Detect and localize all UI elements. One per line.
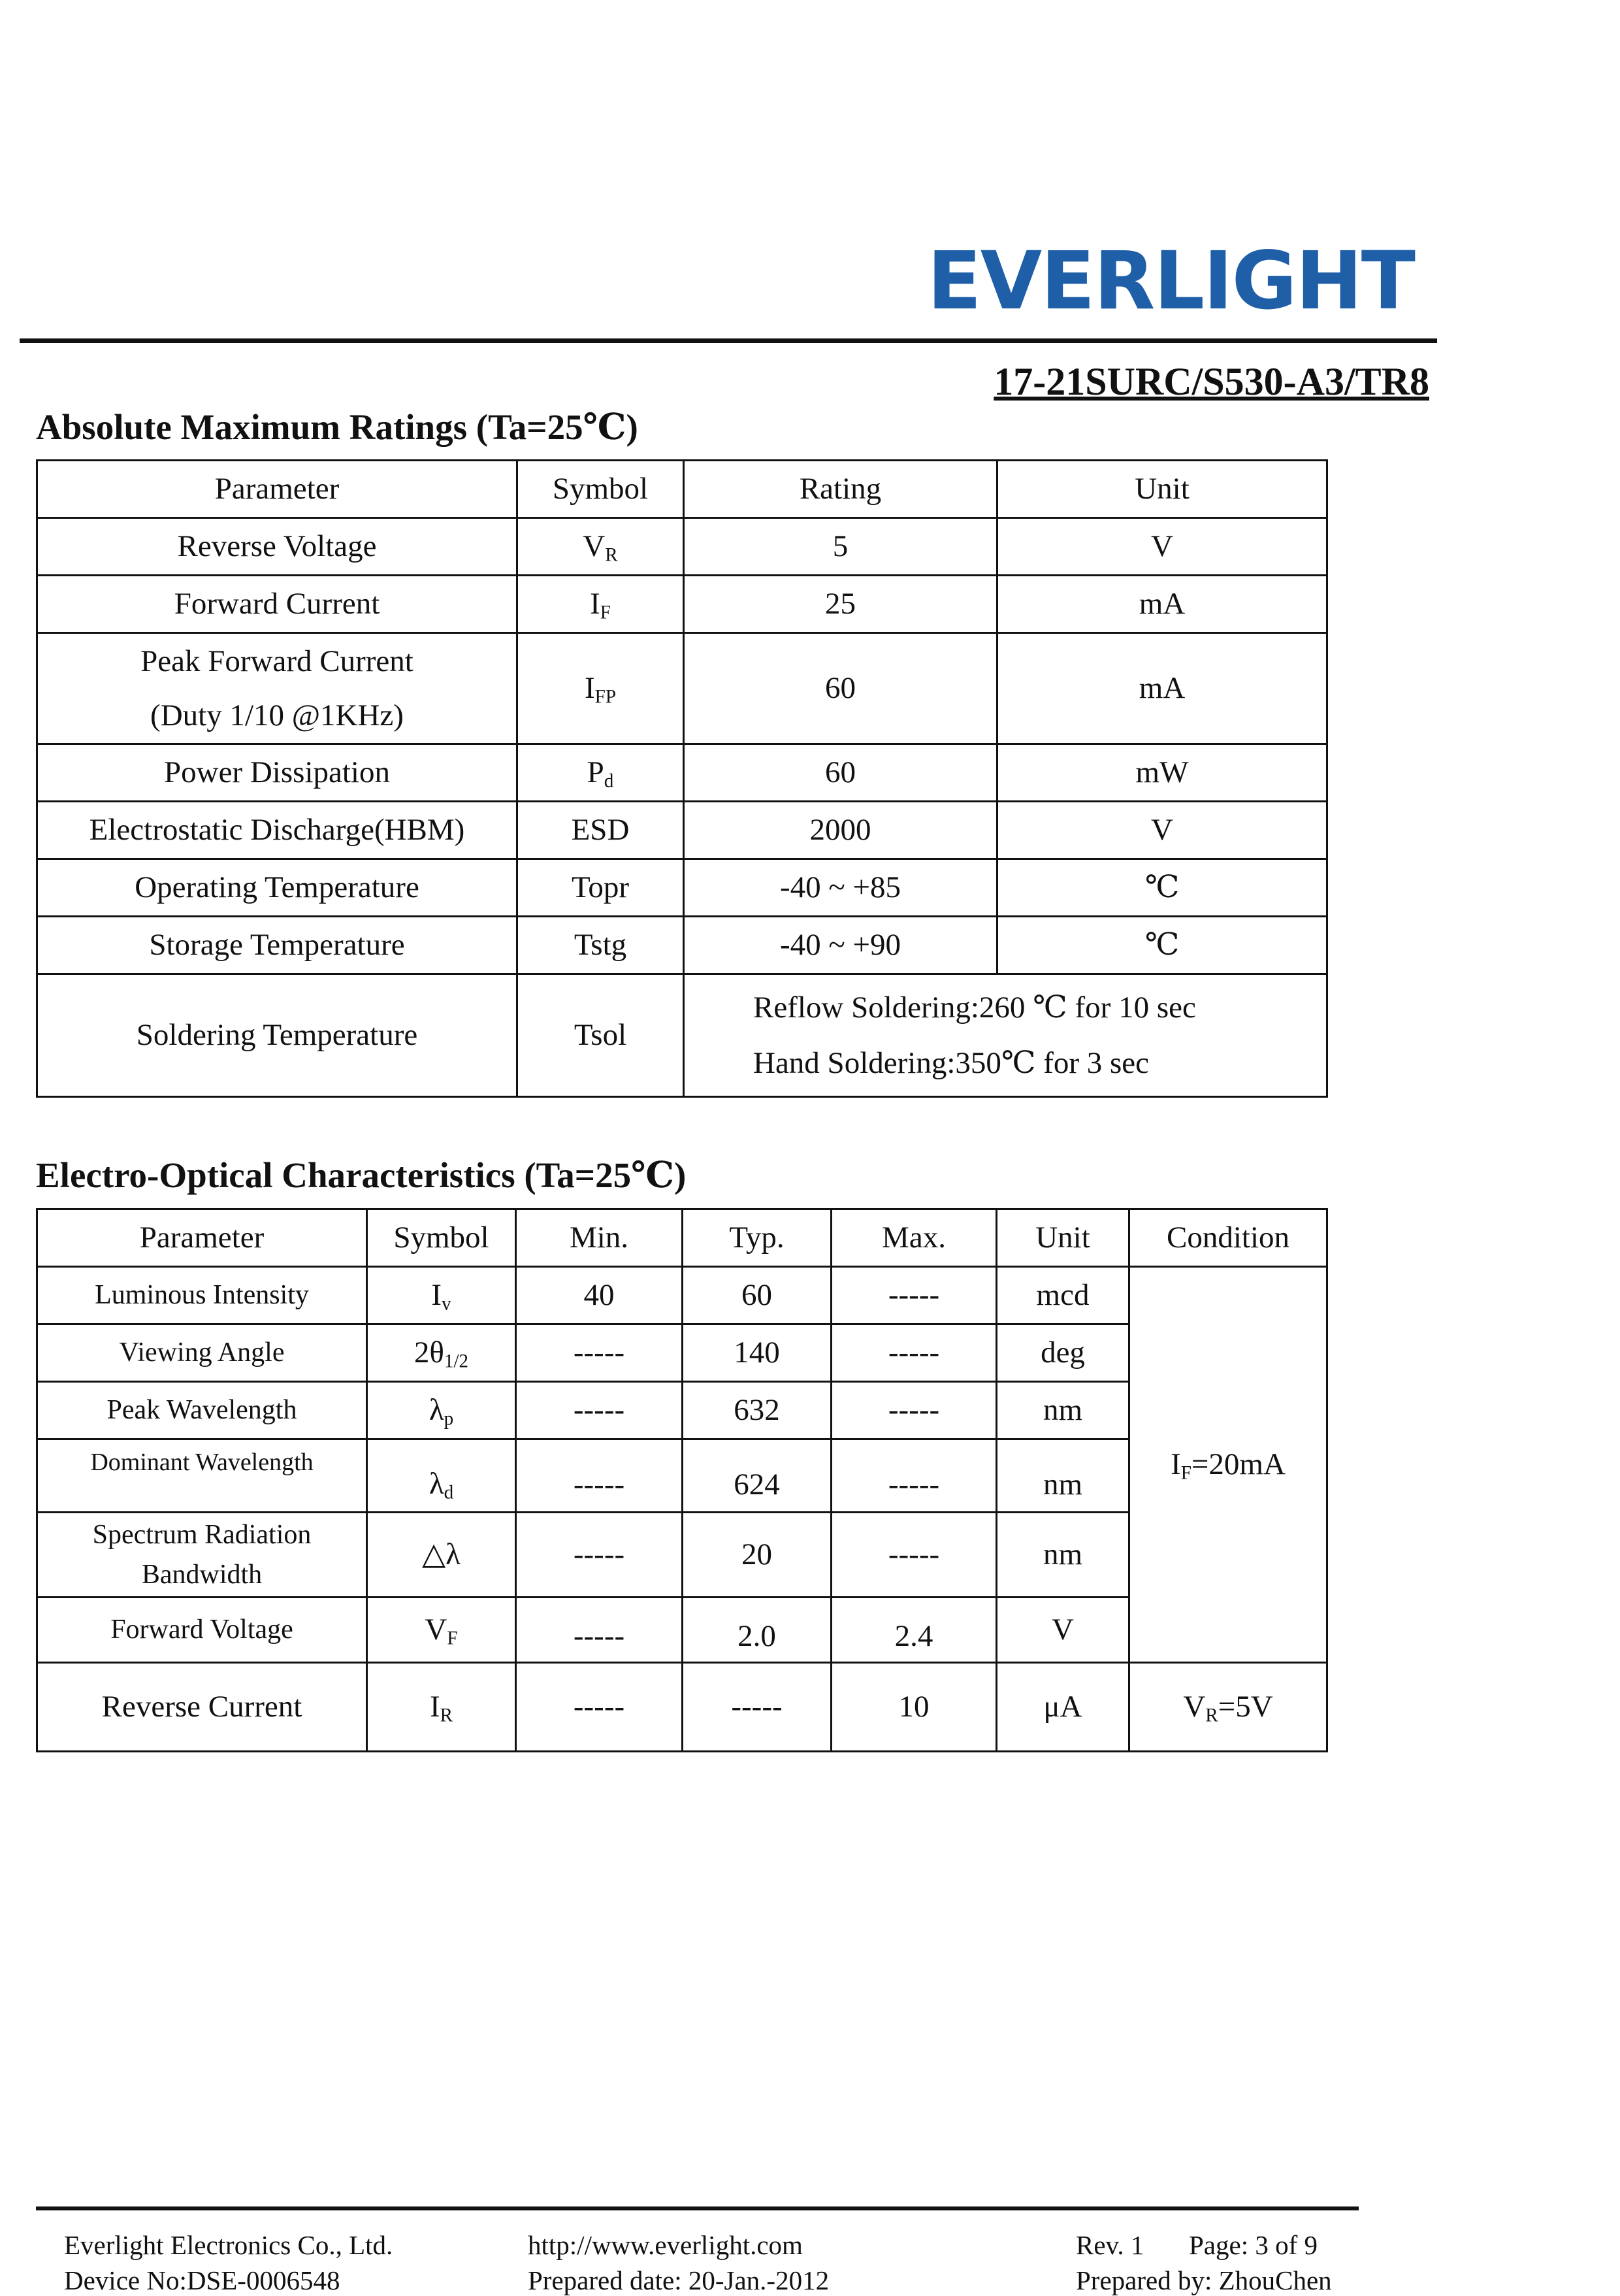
footer-rule: [36, 2206, 1359, 2210]
eoc-header-typ: Typ.: [683, 1209, 832, 1267]
table-row: [37, 859, 1327, 917]
parameter-cell: Operating Temperature: [37, 859, 517, 917]
footer-company: Everlight Electronics Co., Ltd.: [64, 2230, 393, 2260]
table-row: [37, 744, 1327, 802]
min-cell: 40: [516, 1267, 683, 1324]
eoc-header-row: [37, 1209, 1327, 1267]
symbol-cell: Tstg: [517, 917, 684, 974]
parameter-cell: Reverse Voltage: [37, 518, 517, 576]
symbol-cell: △λ: [367, 1513, 516, 1598]
symbol-cell: $I_v$: [367, 1267, 516, 1324]
min-cell: -----: [516, 1439, 683, 1513]
table-row: [37, 974, 1327, 1097]
symbol-cell: $P_d$: [517, 744, 684, 802]
rating-cell: 60: [684, 744, 997, 802]
header-rule: [20, 338, 1437, 343]
typ-cell: -----: [683, 1663, 832, 1752]
typ-cell: 632: [683, 1382, 832, 1439]
table-row: [37, 518, 1327, 576]
everlight-logo: [927, 235, 1414, 327]
footer-prepared-date: Prepared date: 20-Jan.-2012: [528, 2265, 830, 2295]
max-cell: -----: [832, 1382, 997, 1439]
amr-header-row: [37, 461, 1327, 518]
condition-cell: $V_R=5V$: [1129, 1663, 1327, 1752]
typ-cell: 20: [683, 1513, 832, 1598]
max-cell: 10: [832, 1663, 997, 1752]
symbol-cell: $V_R$: [517, 518, 684, 576]
amr-header-parameter: Parameter: [37, 461, 517, 518]
table-row: [37, 802, 1327, 859]
amr-header-unit: Unit: [997, 461, 1327, 518]
parameter-cell: Soldering Temperature: [37, 974, 517, 1097]
eoc-title: Electro-Optical Characteristics (Ta=25℃): [36, 1155, 687, 1195]
unit-cell: mW: [997, 744, 1327, 802]
table-row: [37, 576, 1327, 633]
condition-cell: $I_F=20mA$: [1129, 1267, 1327, 1663]
min-cell: -----: [516, 1324, 683, 1382]
unit-cell: ℃: [997, 917, 1327, 974]
max-cell: 2.4: [832, 1598, 997, 1663]
unit-cell: V: [997, 1598, 1129, 1663]
unit-cell: V: [997, 802, 1327, 859]
parameter-cell: Peak Forward Current (Duty 1/10 @1KHz): [37, 633, 517, 744]
footer-prepared-by: Prepared by: ZhouChen: [1076, 2265, 1332, 2295]
unit-cell: nm: [997, 1382, 1129, 1439]
rating-cell: 60: [684, 633, 997, 744]
max-cell: -----: [832, 1267, 997, 1324]
unit-cell: mcd: [997, 1267, 1129, 1324]
rating-cell: 5: [684, 518, 997, 576]
rating-cell: 25: [684, 576, 997, 633]
parameter-cell: Forward Current: [37, 576, 517, 633]
eoc-header-min: Min.: [516, 1209, 683, 1267]
min-cell: -----: [516, 1382, 683, 1439]
parameter-cell: Electrostatic Discharge(HBM): [37, 802, 517, 859]
min-cell: -----: [516, 1513, 683, 1598]
unit-cell: ℃: [997, 859, 1327, 917]
unit-cell: nm: [997, 1439, 1129, 1513]
symbol-cell: $I_{FP}$: [517, 633, 684, 744]
parameter-cell: Peak Wavelength: [37, 1382, 367, 1439]
symbol-cell: ESD: [517, 802, 684, 859]
parameter-cell: Forward Voltage: [37, 1598, 367, 1663]
table-row: [37, 1663, 1327, 1752]
parameter-cell: Power Dissipation: [37, 744, 517, 802]
eoc-header-unit: Unit: [997, 1209, 1129, 1267]
footer-device-no: Device No:DSE-0006548: [64, 2265, 340, 2295]
symbol-cell: $\lambda_d$: [367, 1439, 516, 1513]
max-cell: -----: [832, 1439, 997, 1513]
table-row: [37, 917, 1327, 974]
rating-cell: Reflow Soldering:260 ℃ for 10 sec Hand Soldering:350℃ for 3 sec: [684, 974, 1327, 1097]
rating-cell: 2000: [684, 802, 997, 859]
typ-cell: 60: [683, 1267, 832, 1324]
logo-text: EVERLIGHT: [927, 235, 1414, 327]
eoc-header-max: Max.: [832, 1209, 997, 1267]
min-cell: -----: [516, 1598, 683, 1663]
symbol-cell: Tsol: [517, 974, 684, 1097]
symbol-cell: Topr: [517, 859, 684, 917]
footer-rev: Rev. 1: [1076, 2230, 1144, 2260]
rating-cell: -40 ~ +90: [684, 917, 997, 974]
eoc-table: [36, 1208, 1328, 1752]
typ-cell: 2.0: [683, 1598, 832, 1663]
footer-url[interactable]: http://www.everlight.com: [528, 2230, 803, 2260]
unit-cell: nm: [997, 1513, 1129, 1598]
max-cell: -----: [832, 1324, 997, 1382]
unit-cell: deg: [997, 1324, 1129, 1382]
typ-cell: 624: [683, 1439, 832, 1513]
amr-header-symbol: Symbol: [517, 461, 684, 518]
parameter-cell: Viewing Angle: [37, 1324, 367, 1382]
part-number: 17-21SURC/S530-A3/TR8: [994, 360, 1429, 403]
unit-cell: μA: [997, 1663, 1129, 1752]
rating-cell: -40 ~ +85: [684, 859, 997, 917]
table-row: [37, 1267, 1327, 1324]
min-cell: -----: [516, 1663, 683, 1752]
symbol-cell: $V_F$: [367, 1598, 516, 1663]
eoc-header-symbol: Symbol: [367, 1209, 516, 1267]
unit-cell: mA: [997, 633, 1327, 744]
parameter-cell: Spectrum Radiation Bandwidth: [37, 1513, 367, 1598]
parameter-cell: Luminous Intensity: [37, 1267, 367, 1324]
eoc-header-parameter: Parameter: [37, 1209, 367, 1267]
symbol-cell: $I_R$: [367, 1663, 516, 1752]
parameter-cell: Storage Temperature: [37, 917, 517, 974]
symbol-cell: $\lambda_p$: [367, 1382, 516, 1439]
parameter-cell: Reverse Current: [37, 1663, 367, 1752]
footer-page: Page: 3 of 9: [1189, 2230, 1318, 2260]
unit-cell: V: [997, 518, 1327, 576]
amr-header-rating: Rating: [684, 461, 997, 518]
table-row: [37, 633, 1327, 744]
symbol-cell: $I_F$: [517, 576, 684, 633]
symbol-cell: $2\theta_{1/2}$: [367, 1324, 516, 1382]
max-cell: -----: [832, 1513, 997, 1598]
eoc-header-condition: Condition: [1129, 1209, 1327, 1267]
amr-title: Absolute Maximum Ratings (Ta=25℃): [36, 407, 638, 447]
unit-cell: mA: [997, 576, 1327, 633]
typ-cell: 140: [683, 1324, 832, 1382]
amr-table: [36, 459, 1328, 1098]
parameter-cell: Dominant Wavelength: [37, 1439, 367, 1513]
